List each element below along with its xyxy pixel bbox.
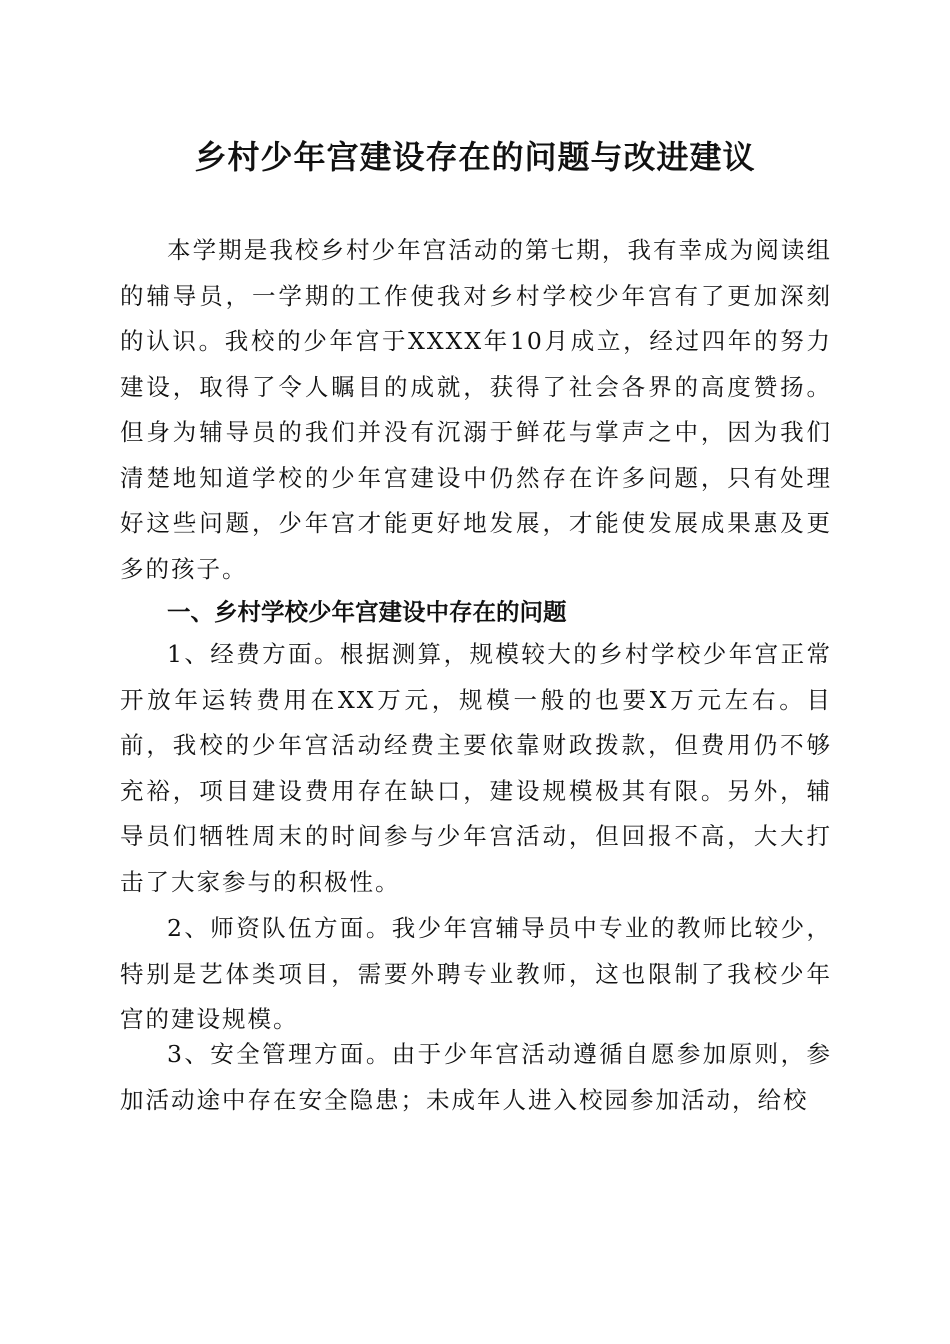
funding-text: 1、经费方面。根据测算，规模较大的乡村学校少年宫正常开放年运转费用在XX万元，规模一般的也要X万元左右。目前，我校的少年宫活动经费主要依靠财政拨款，但费用仍不够充裕，项目建设费用存在缺口，建设规模极其有限。另外，辅导员们牺牲周末的时间参与少年宫活动，但回报不高，大大打击了大家参与的积极性。: [120, 640, 832, 896]
paragraph-teachers: [120, 906, 832, 1043]
paragraph-safety: [120, 1032, 832, 1123]
safety-text: 3、安全管理方面。由于少年宫活动遵循自愿参加原则，参加活动途中存在安全隐患；未成年人进入校园参加活动，给校: [120, 1040, 832, 1114]
teachers-text: 2、师资队伍方面。我少年宫辅导员中专业的教师比较少，特别是艺体类项目，需要外聘专业教师，这也限制了我校少年宫的建设规模。: [120, 914, 832, 1033]
intro-paragraph: [120, 228, 832, 592]
paragraph-funding: [120, 632, 832, 905]
section-heading: 一、乡村学校少年宫建设中存在的问题: [167, 598, 567, 626]
intro-text: 本学期是我校乡村少年宫活动的第七期，我有幸成为阅读组的辅导员，一学期的工作使我对乡村学校少年宫有了更加深刻的认识。我校的少年宫于XXXX年10月成立，经过四年的努力建设，取得了令人瞩目的成就，获得了社会各界的高度赞扬。但身为辅导员的我们并没有沉溺于鲜花与掌声之中，因为我们清楚地知道学校的少年宫建设中仍然存在许多问题，只有处理好这些问题，少年宫才能更好地发展，才能使发展成果惠及更多的孩子。: [120, 236, 832, 583]
document-title: 乡村少年宫建设存在的问题与改进建议: [194, 138, 756, 176]
